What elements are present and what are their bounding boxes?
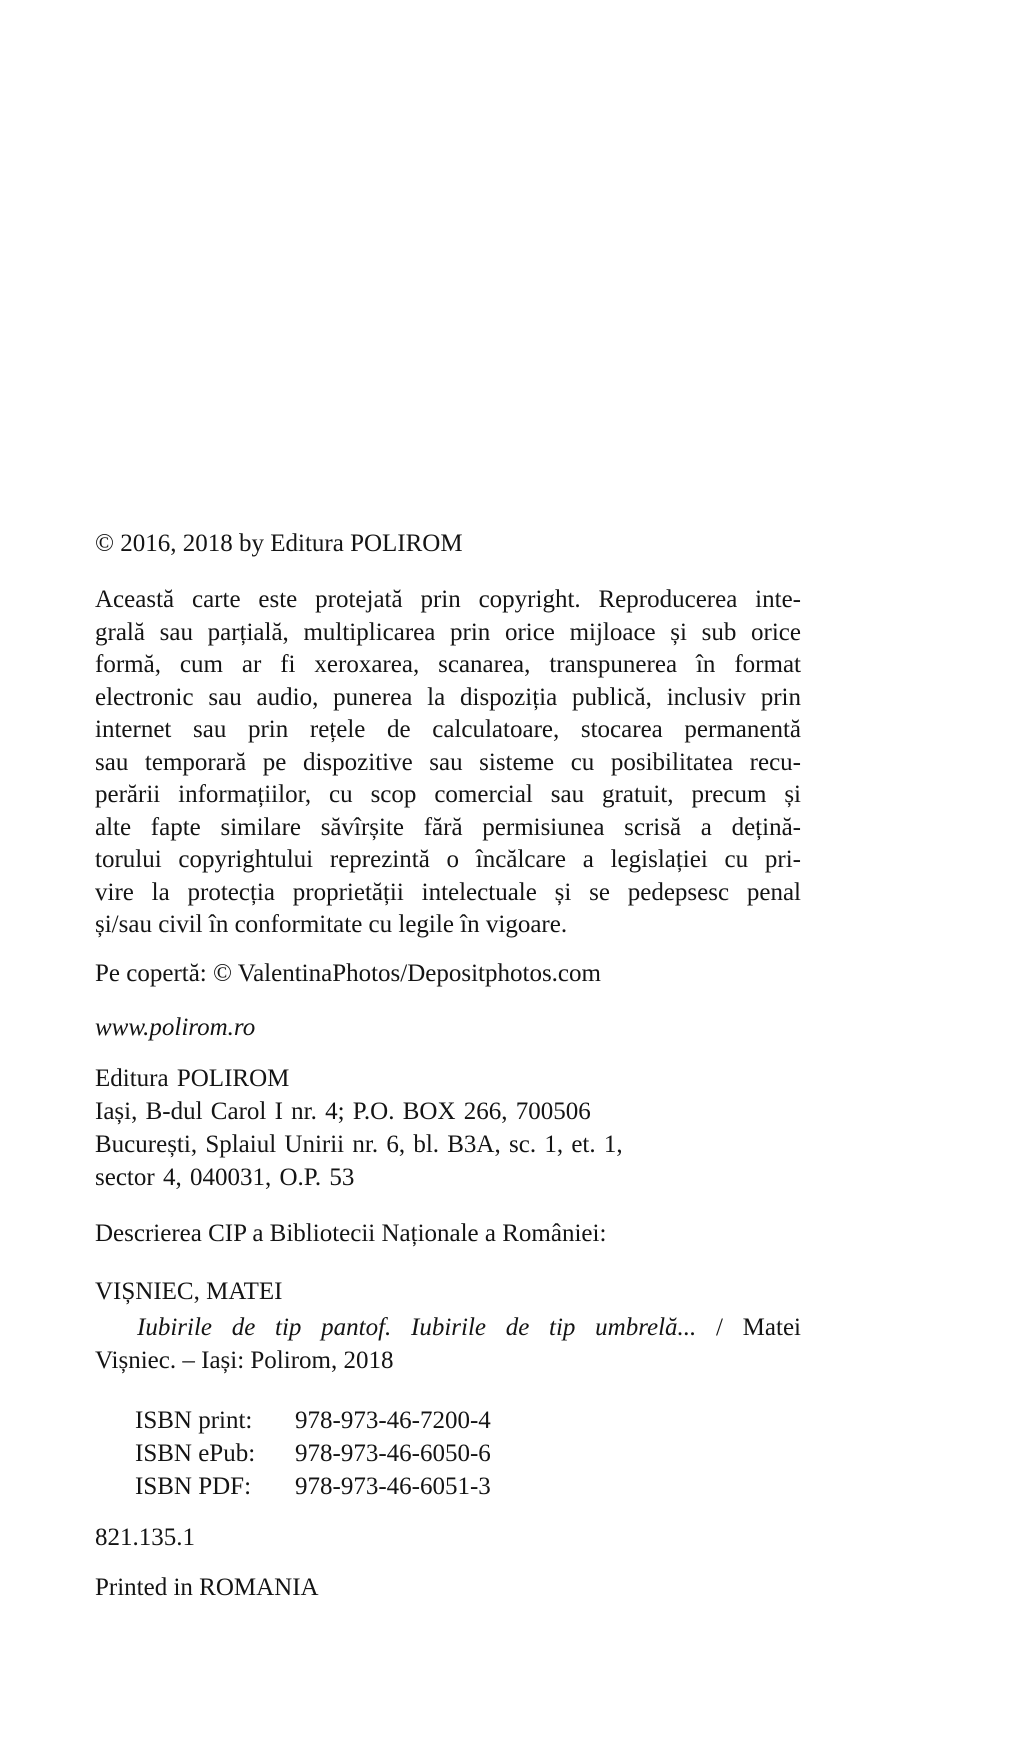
cip-description-heading: Descrierea CIP a Bibliotecii Naționale a României: bbox=[95, 1220, 607, 1247]
legal-text-line: vire la protecția proprietății intelectuale și se pedepsesc penal bbox=[95, 878, 801, 906]
legal-text-line: formă, cum ar fi xeroxarea, scanarea, transpunerea în format bbox=[95, 651, 801, 678]
publisher-address-line: sector 4, 040031, O.P. 53 bbox=[95, 1164, 355, 1191]
cover-photo-credit: Pe copertă: © ValentinaPhotos/Depositphotos.com bbox=[95, 960, 601, 987]
publisher-address-line: București, Splaiul Unirii nr. 6, bl. B3A, sc. 1, et. 1, bbox=[95, 1131, 623, 1158]
legal-text-line: sau temporară pe dispozitive sau sisteme cu posibilitatea recu- bbox=[95, 748, 801, 776]
isbn-label: ISBN ePub: bbox=[135, 1440, 256, 1467]
book-title-author: / Matei bbox=[696, 1314, 801, 1341]
publisher-name: Editura POLIROM bbox=[95, 1065, 290, 1092]
publisher-website: www.polirom.ro bbox=[95, 1014, 256, 1041]
cip-author-name: VIȘNIEC, MATEI bbox=[95, 1278, 283, 1305]
legal-text-line: și/sau civil în conformitate cu legile în vigoare. bbox=[95, 911, 568, 938]
isbn-value: 978-973-46-7200-4 bbox=[295, 1407, 491, 1434]
publisher-address bbox=[95, 1062, 801, 1194]
cip-imprint-line: Vișniec. – Iași: Polirom, 2018 bbox=[95, 1347, 394, 1374]
isbn-row bbox=[135, 1470, 801, 1503]
cip-book-title-line bbox=[95, 1312, 801, 1345]
legal-text-line: torului copyrightului reprezintă o încălcare a legislației cu pri- bbox=[95, 846, 801, 873]
legal-text-line: Această carte este protejată prin copyright. Reproducerea inte- bbox=[95, 586, 801, 613]
isbn-label: ISBN PDF: bbox=[135, 1473, 252, 1500]
printed-in-notice: Printed in ROMANIA bbox=[95, 1574, 319, 1601]
legal-text-line: alte fapte similare săvîrșite fără permisiunea scrisă a dețină- bbox=[95, 813, 801, 841]
book-title-italic: Iubirile de tip pantof. Iubirile de tip umbrelă... bbox=[137, 1314, 697, 1341]
legal-text-line: perării informațiilor, cu scop comercial sau gratuit, precum și bbox=[95, 781, 801, 808]
legal-text-line: grală sau parțială, multiplicarea prin orice mijloace și sub orice bbox=[95, 618, 801, 646]
legal-text-line: electronic sau audio, punerea la dispoziția publică, inclusiv prin bbox=[95, 683, 801, 711]
isbn-row bbox=[135, 1437, 801, 1470]
isbn-value: 978-973-46-6051-3 bbox=[295, 1473, 491, 1500]
isbn-list bbox=[135, 1404, 801, 1503]
legal-text-line: internet sau prin rețele de calculatoare, stocarea permanentă bbox=[95, 716, 801, 743]
copyright-notice: © 2016, 2018 by Editura POLIROM bbox=[95, 530, 463, 557]
isbn-value: 978-973-46-6050-6 bbox=[295, 1440, 491, 1467]
isbn-label: ISBN print: bbox=[135, 1407, 253, 1434]
isbn-row bbox=[135, 1404, 801, 1437]
udc-classification-code: 821.135.1 bbox=[95, 1524, 195, 1551]
legal-paragraph bbox=[95, 584, 801, 942]
publisher-address-line: Iași, B-dul Carol I nr. 4; P.O. BOX 266, 700506 bbox=[95, 1098, 591, 1125]
